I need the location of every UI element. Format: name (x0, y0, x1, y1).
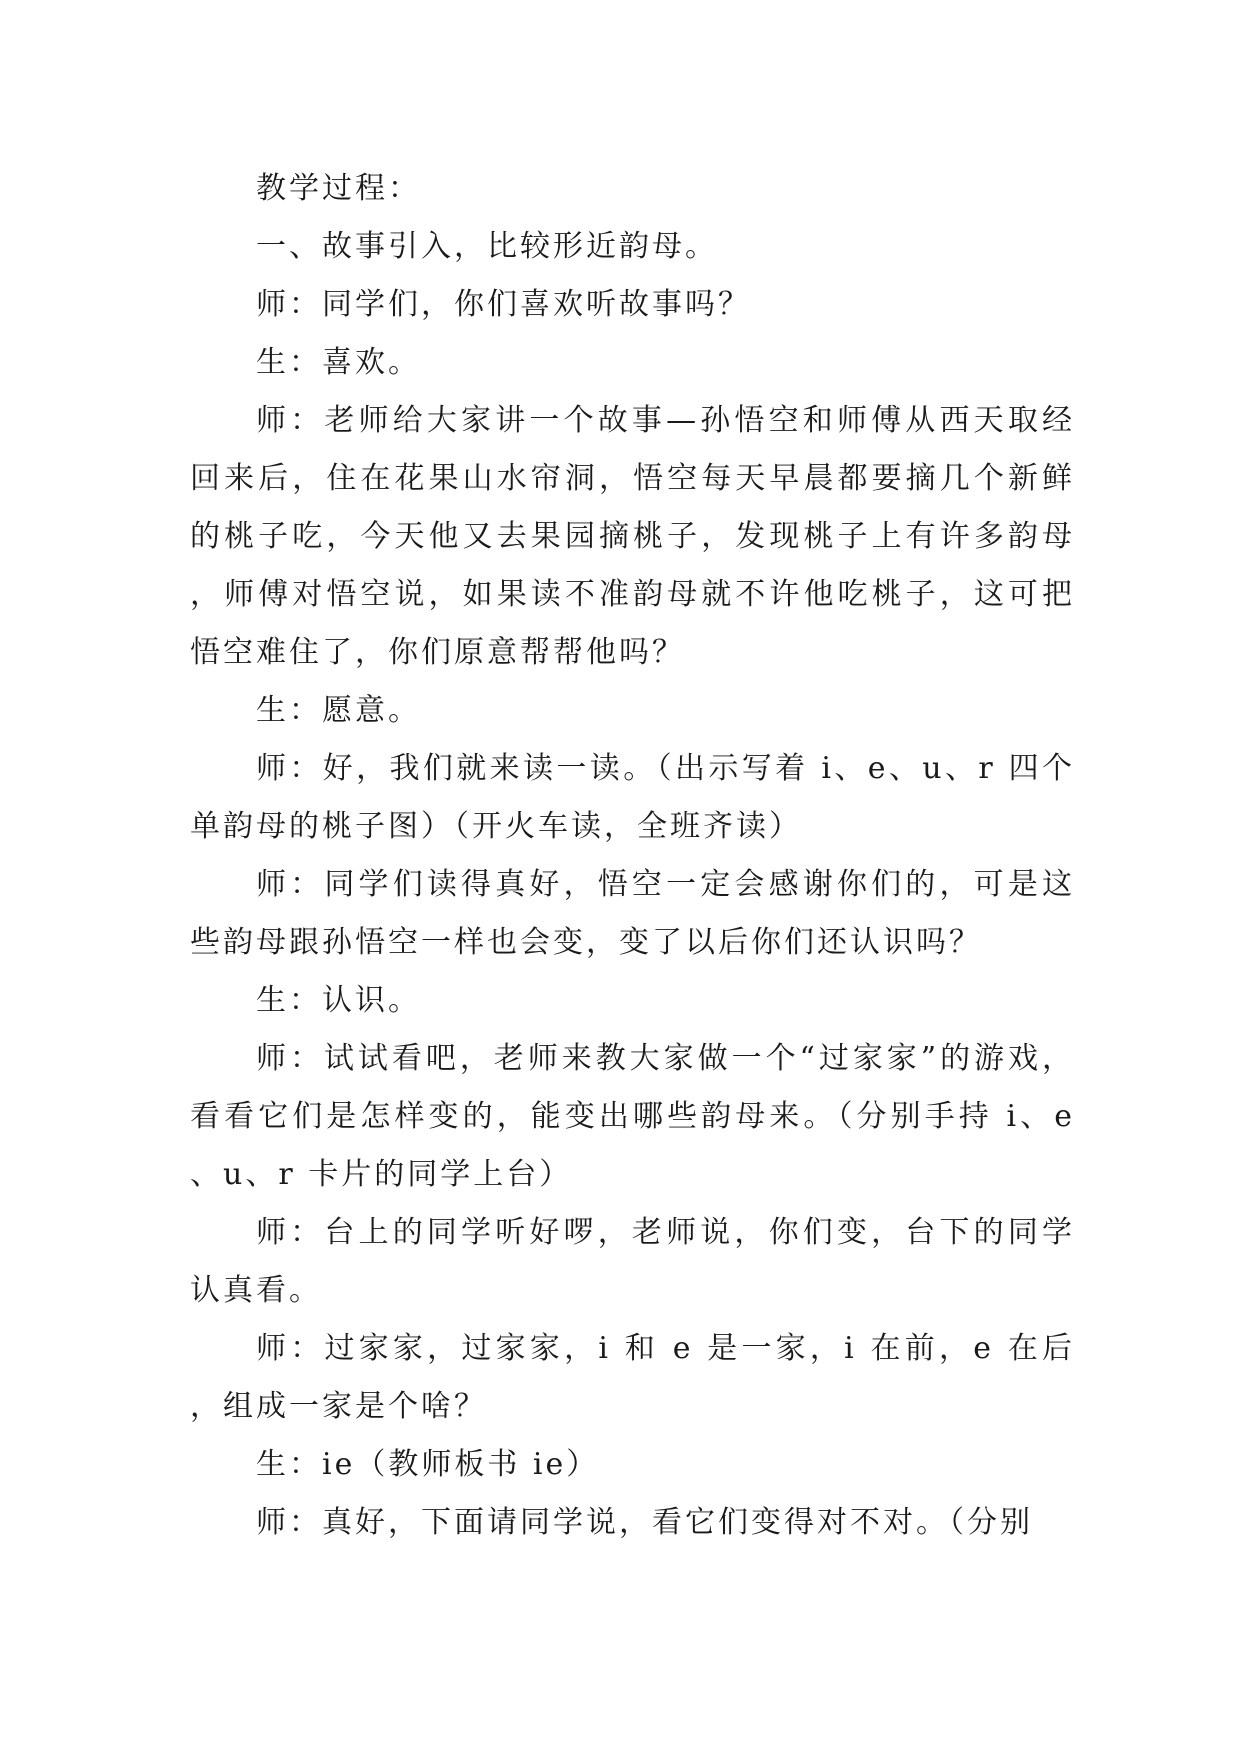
heading-teaching-process: 教学过程： (256, 171, 421, 206)
paragraph: 生：ie（教师板书 ie） (256, 1447, 600, 1482)
paragraph: 生：认识。 (256, 983, 421, 1018)
section-heading-story-intro: 一、故事引入，比较形近韵母。 (256, 229, 718, 264)
paragraph: 师：试试看吧，老师来教大家做一个“过家家”的游戏，看看它们是怎样变的，能变出哪些韵母来。（分别手持 i、e、u、r 卡片的同学上台） (190, 1041, 1075, 1192)
paragraph: 生：愿意。 (256, 693, 421, 728)
paragraph: 师：过家家，过家家，i 和 e 是一家，i 在前，e 在后，组成一家是个啥？ (190, 1331, 1075, 1424)
paragraph: 生：喜欢。 (256, 345, 421, 380)
paragraph: 师：老师给大家讲一个故事—孙悟空和师傅从西天取经回来后，住在花果山水帘洞，悟空每天早晨都要摘几个新鲜的桃子吃，今天他又去果园摘桃子，发现桃子上有许多韵母，师傅对悟空说，如果读不准韵母就不许他吃桃子，这可把悟空难住了，你们原意帮帮他吗？ (190, 403, 1075, 670)
document-body (190, 160, 1075, 1552)
paragraph: 师：同学们读得真好，悟空一定会感谢你们的，可是这些韵母跟孙悟空一样也会变，变了以后你们还认识吗？ (190, 867, 1075, 960)
paragraph: 师：台上的同学听好啰，老师说，你们变，台下的同学认真看。 (190, 1215, 1075, 1308)
paragraph: 师：同学们，你们喜欢听故事吗？ (256, 287, 751, 322)
paragraph: 师：真好，下面请同学说，看它们变得对不对。（分别 (256, 1505, 1033, 1540)
paragraph: 师：好，我们就来读一读。（出示写着 i、e、u、r 四个单韵母的桃子图）（开火车读，全班齐读） (190, 751, 1075, 844)
